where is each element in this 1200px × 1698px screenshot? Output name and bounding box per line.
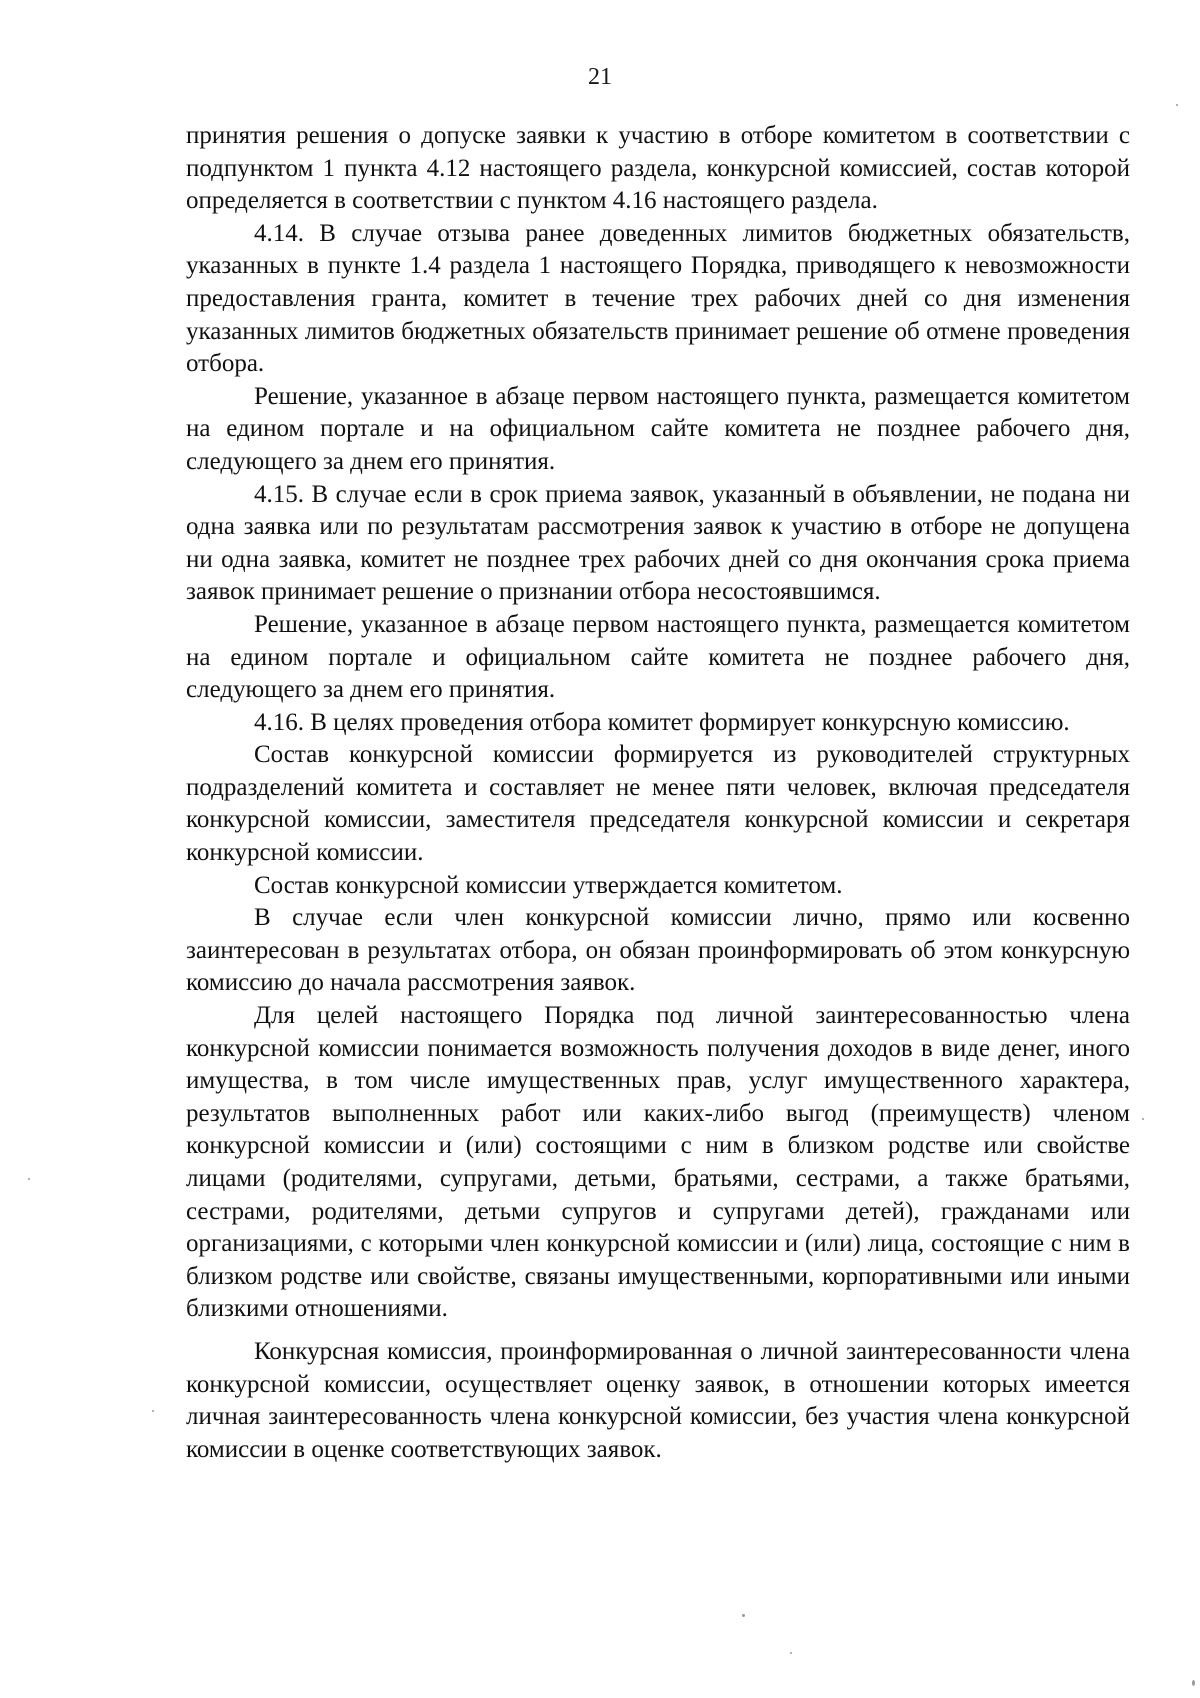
paragraph-4-14-decision: Решение, указанное в абзаце первом настоящего пункта, размещается комитетом на едином портале и на официальном сайте комитета не позднее рабочего дня, следующего за днем его принятия.: [186, 382, 1130, 475]
scan-speck: [1176, 104, 1178, 106]
document-body: [186, 120, 1130, 1466]
paragraph-4-14: 4.14. В случае отзыва ранее доведенных лимитов бюджетных обязательств, указанных в пункте 1.4 раздела 1 настоящего Порядка, приводящего к невозможности предоставления гранта, комитет в течение трех рабочих дней со дня изменения указанных лимитов бюджетных обязательств принимает решение об отмене проведения отбора.: [186, 219, 1130, 378]
paragraph-4-15: 4.15. В случае если в срок приема заявок, указанный в объявлении, не подана ни одна заявка или по результатам рассмотрения заявок к участию в отборе не допущена ни одна заявка, комитет не позднее трех рабочих дней со дня окончания срока приема заявок принимает решение о признании отбора несостоявшимся.: [186, 480, 1130, 606]
scan-speck: [1192, 1680, 1195, 1686]
paragraph-commission-approval: Состав конкурсной комиссии утверждается комитетом.: [254, 871, 843, 899]
scan-speck: [28, 1178, 30, 1180]
page-number: 21: [588, 64, 612, 90]
paragraph-continuation: принятия решения о допуске заявки к участию в отборе комитетом в соответствии с подпунктом 1 пункта 4.12 настоящего раздела, конкурсной комиссией, состав которой определяется в соответствии с пунктом 4.16 настоящего раздела.: [186, 122, 1130, 215]
scan-speck: [152, 1410, 154, 1412]
paragraph-4-15-decision: Решение, указанное в абзаце первом настоящего пункта, размещается комитетом на едином портале и официальном сайте комитета не позднее рабочего дня, следующего за днем его принятия.: [186, 610, 1130, 704]
paragraph-commission-composition: Состав конкурсной комиссии формируется из руководителей структурных подразделений комитета и составляет не менее пяти человек, включая председателя конкурсной комиссии, заместителя председателя конкурсной комиссии и секретаря конкурсной комиссии.: [186, 741, 1130, 867]
paragraph-4-16: 4.16. В целях проведения отбора комитет формирует конкурсную комиссию.: [254, 708, 1070, 736]
paragraph-evaluation-without-member: Конкурсная комиссия, проинформированная о личной заинтересованности члена конкурсной комиссии, осуществляет оценку заявок, в отношении которых имеется личная заинтересованность члена конкурсной комиссии, без участия члена конкурсной комиссии в оценке соответствующих заявок.: [186, 1337, 1130, 1463]
scan-speck: [742, 1614, 745, 1617]
paragraph-conflict-of-interest: В случае если член конкурсной комиссии лично, прямо или косвенно заинтересован в результатах отбора, он обязан проинформировать об этом конкурсную комиссию до начала рассмотрения заявок.: [186, 904, 1130, 997]
scan-speck: [790, 1652, 792, 1654]
paragraph-personal-interest-definition: Для целей настоящего Порядка под личной заинтересованностью члена конкурсной комиссии понимается возможность получения доходов в виде денег, иного имущества, в том числе имущественных прав, услуг имущественного характера, результатов выполненных работ или каких-либо выгод (преимуществ) членом конкурсной комиссии и (или) состоящими с ним в близком родстве или свойстве лицами (родителями, супругами, детьми, братьями, сестрами, а также братьями, сестрами, родителями, детьми супругов и супругами детей), гражданами или организациями, с которыми член конкурсной комиссии и (или) лица, состоящие с ним в близком родстве или свойстве, связаны имущественными, корпоративными или иными близкими отношениями.: [186, 1002, 1130, 1323]
scan-speck: [1142, 1118, 1144, 1120]
